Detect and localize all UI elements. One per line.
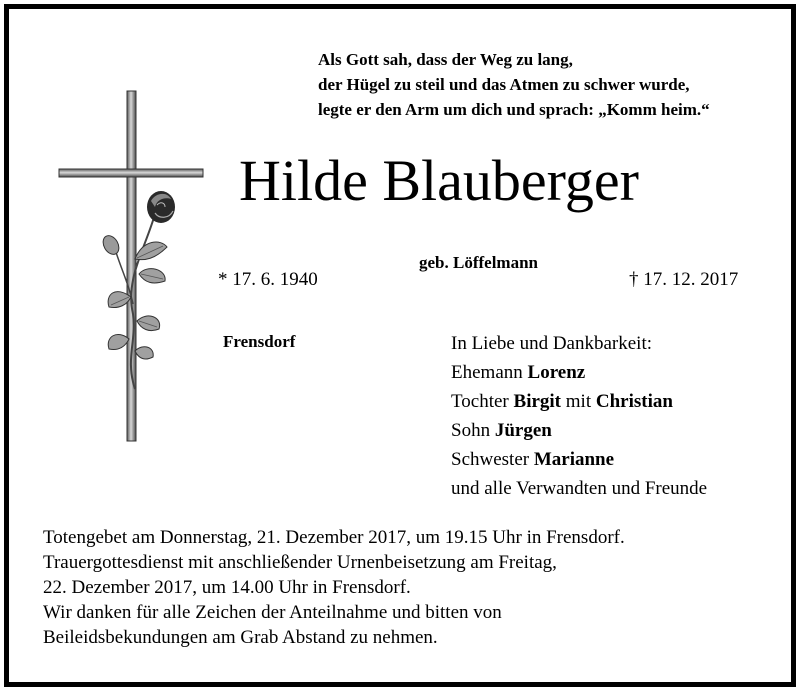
mourner-daughter [451,387,707,416]
birth-name: geb. Löffelmann [419,253,538,272]
relation-label: Ehemann [451,362,523,383]
obituary-frame [4,4,796,687]
notice-line: Trauergottesdienst mit anschließender Urnenbeisetzung am Freitag, [43,552,557,573]
mourner-husband [451,358,707,387]
mourner-name: Lorenz [527,362,586,383]
mourner-son [451,416,707,445]
cross-with-rose-icon [55,89,215,449]
mourners-intro: In Liebe und Dankbarkeit: [451,333,653,354]
residence-place: Frensdorf [223,332,296,351]
notice-line: 22. Dezember 2017, um 14.00 Uhr in Frensdorf. [43,577,411,598]
mourner-name: Marianne [533,449,615,470]
mourner-sister [451,445,707,474]
notice-line: Totengebet am Donnerstag, 21. Dezember 2017, um 19.15 Uhr in Frensdorf. [43,527,625,548]
motto-verse [318,47,710,122]
joiner-text: mit [565,391,592,412]
service-notice [43,525,625,650]
motto-line: Als Gott sah, dass der Weg zu lang, [318,50,573,69]
motto-line: legte er den Arm um dich und sprach: „Komm heim.“ [318,100,710,119]
mourners-list [451,329,707,503]
notice-line: Wir danken für alle Zeichen der Anteilnahme und bitten von [43,602,502,623]
relation-label: Tochter [451,391,509,412]
death-date: † 17. 12. 2017 [629,269,739,290]
mourner-name: Birgit [513,391,562,412]
mourners-others: und alle Verwandten und Freunde [451,478,708,499]
deceased-name: Hilde Blauberger [239,148,639,213]
relation-label: Sohn [451,420,491,441]
birth-date: * 17. 6. 1940 [218,269,318,290]
rose-icon [147,191,175,223]
notice-line: Beileidsbekundungen am Grab Abstand zu nehmen. [43,627,438,648]
mourner-name: Jürgen [494,420,552,441]
mourner-name: Christian [595,391,673,412]
relation-label: Schwester [451,449,530,470]
motto-line: der Hügel zu steil und das Atmen zu schwer wurde, [318,75,690,94]
